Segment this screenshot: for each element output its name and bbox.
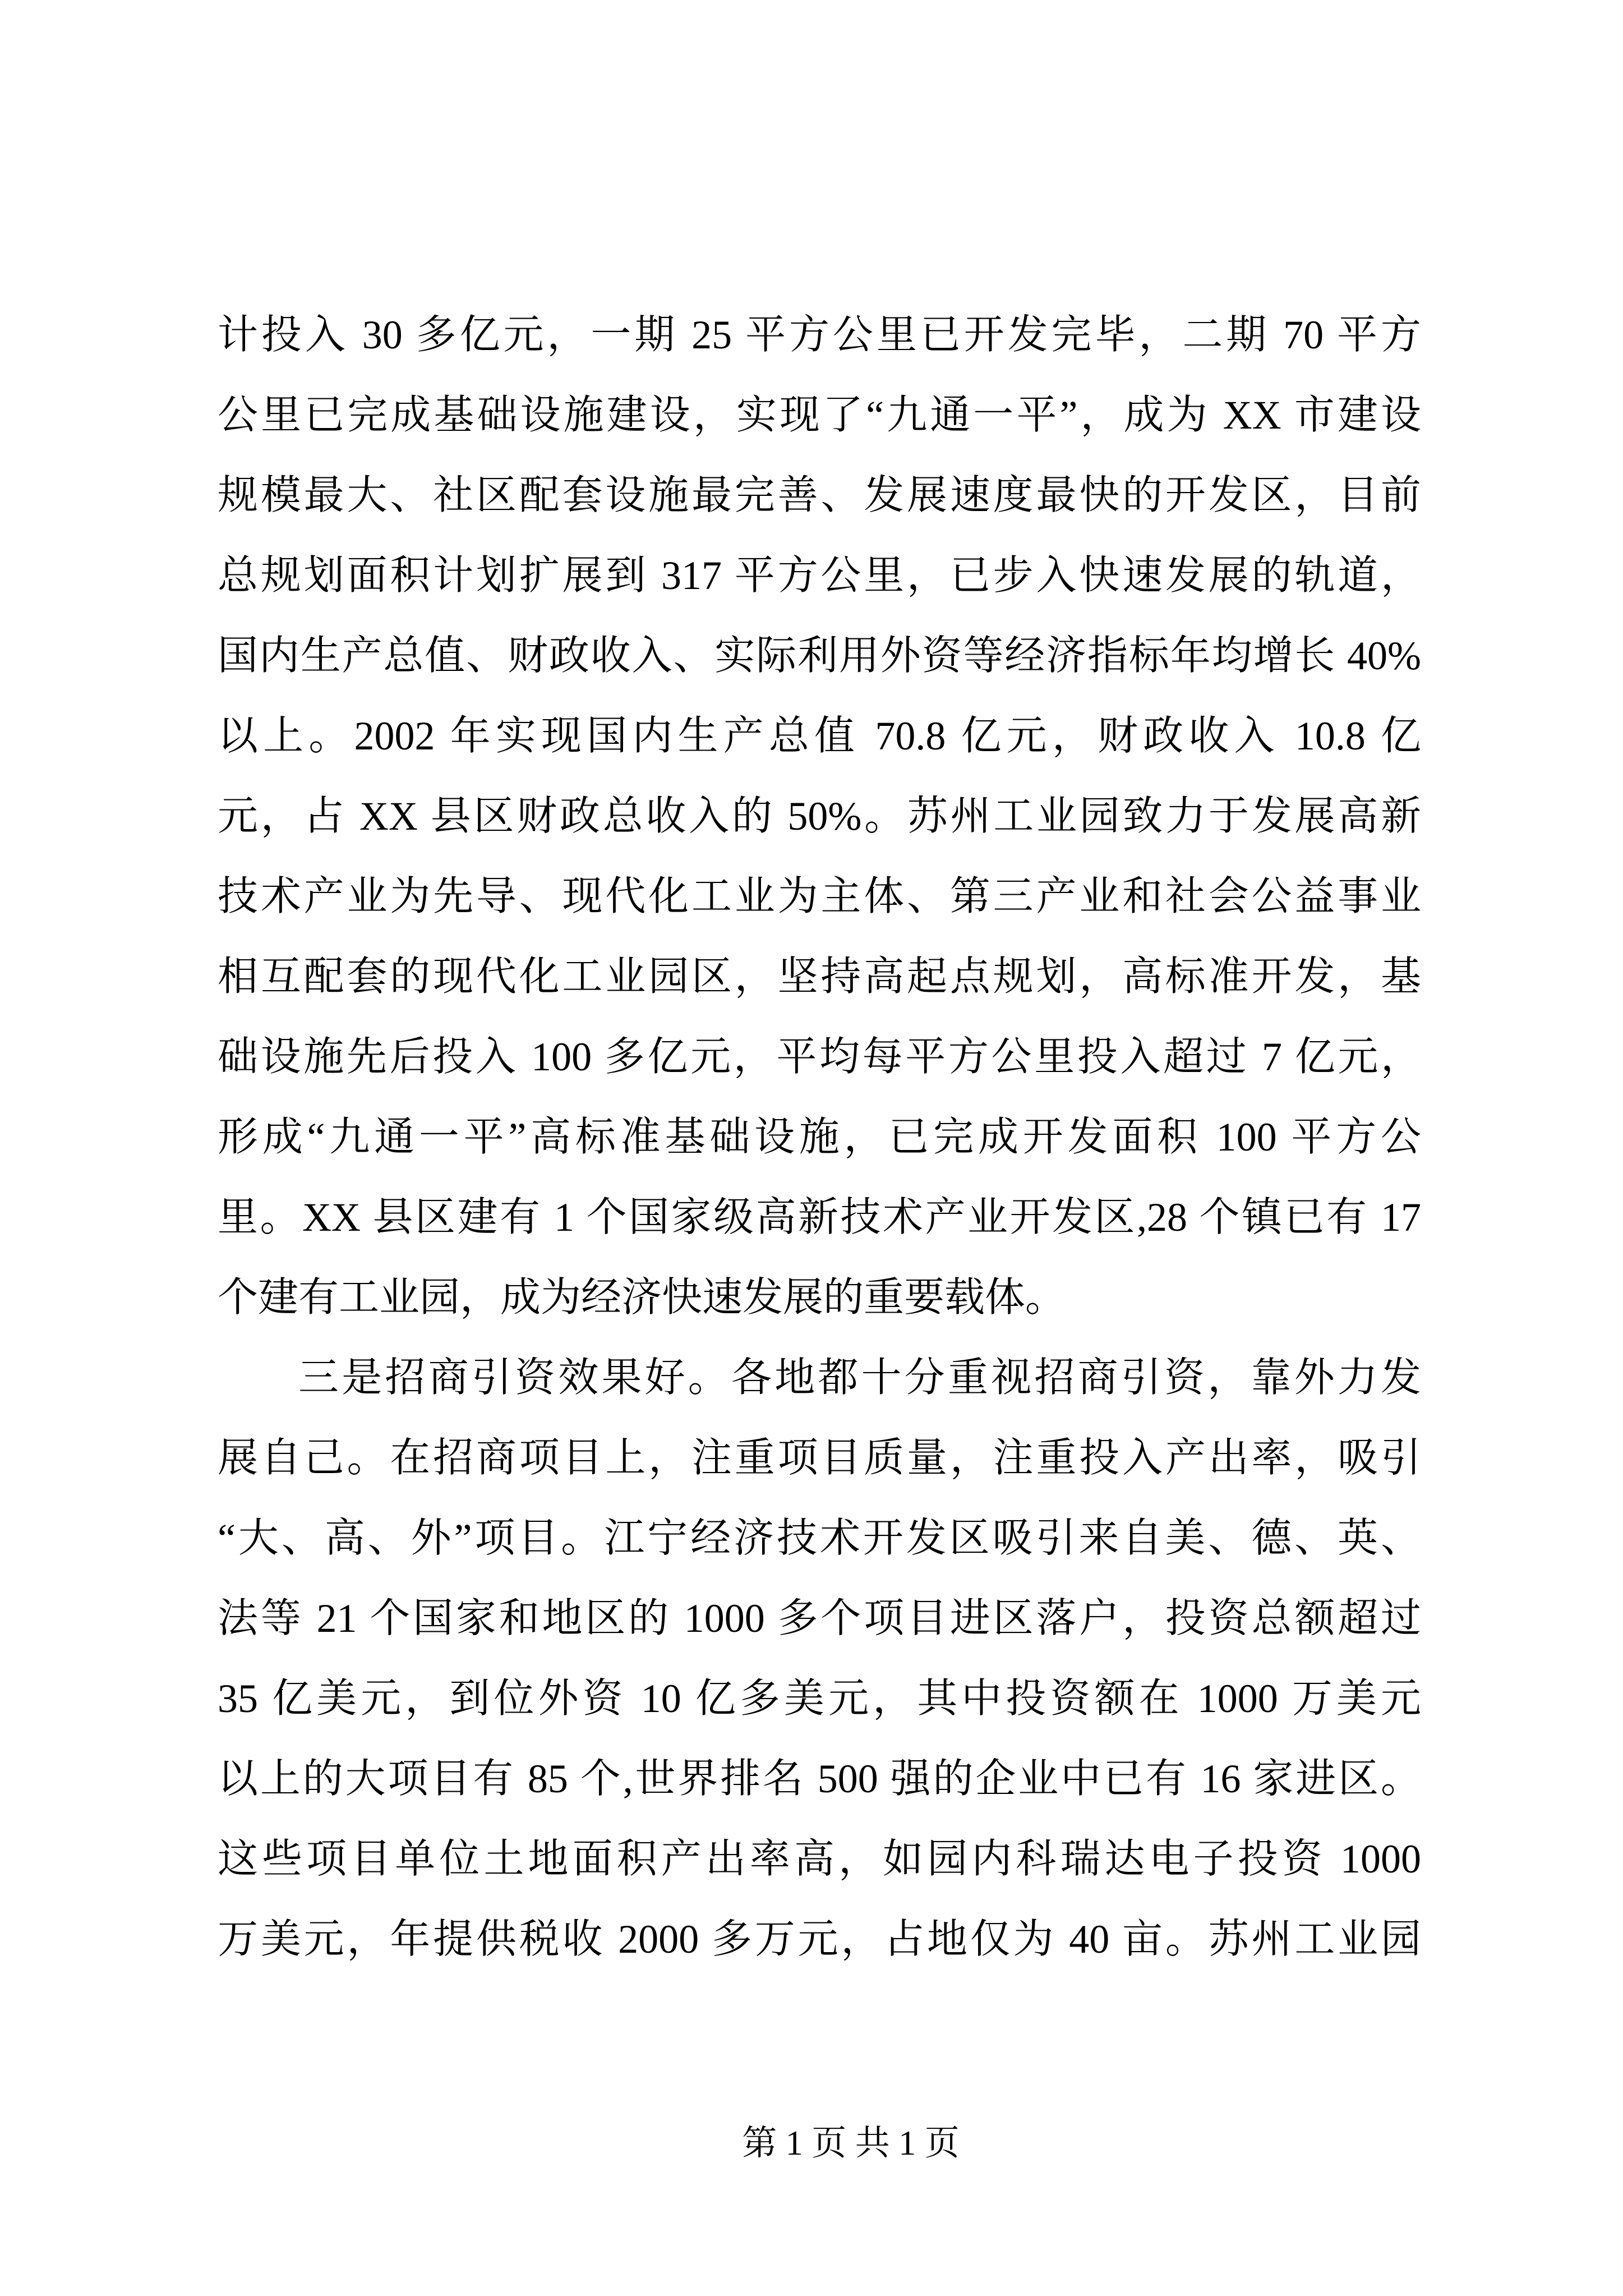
text-line: 础设施先后投入 100 多亿元，平均每平方公里投入超过 7 亿元， <box>218 1034 1421 1079</box>
text-line: 里。XX 县区建有 1 个国家级高新技术产业开发区,28 个镇已有 17 <box>218 1195 1421 1240</box>
text-line: 以上。2002 年实现国内生产总值 70.8 亿元，财政收入 10.8 亿 <box>218 714 1421 758</box>
text-line: 以上的大项目有 85 个,世界排名 500 强的企业中已有 16 家进区。 <box>218 1756 1421 1801</box>
text-line: 35 亿美元，到位外资 10 亿多美元，其中投资额在 1000 万美元 <box>218 1676 1421 1721</box>
text-line: 万美元，年提供税收 2000 多万元，占地仅为 40 亩。苏州工业园 <box>218 1917 1421 1962</box>
text-line: 法等 21 个国家和地区的 1000 多个项目进区落户，投资总额超过 <box>218 1596 1421 1641</box>
text-line: 元，占 XX 县区财政总收入的 50%。苏州工业园致力于发展高新 <box>218 794 1421 839</box>
text-line: 技术产业为先导、现代化工业为主体、第三产业和社会公益事业 <box>218 874 1421 919</box>
text-line: 三是招商引资效果好。各地都十分重视招商引资，靠外力发 <box>298 1355 1421 1400</box>
document-body <box>218 295 1421 1980</box>
text-line: 国内生产总值、财政收入、实际利用外资等经济指标年均增长 40% <box>218 633 1421 678</box>
text-line: 个建有工业园，成为经济快速发展的重要载体。 <box>218 1275 1066 1320</box>
text-line: 规模最大、社区配套设施最完善、发展速度最快的开发区，目前 <box>218 473 1421 518</box>
text-line: 形成“九通一平”高标准基础设施，已完成开发面积 100 平方公 <box>218 1115 1421 1159</box>
page-number-label: 第 1 页 共 1 页 <box>742 2124 960 2162</box>
text-line: 总规划面积计划扩展到 317 平方公里，已步入快速发展的轨道， <box>218 553 1421 598</box>
text-line: 相互配套的现代化工业园区，坚持高起点规划，高标准开发，基 <box>218 954 1421 999</box>
text-line: 展自己。在招商项目上，注重项目质量，注重投入产出率，吸引 <box>218 1435 1421 1480</box>
text-line: “大、高、外”项目。江宁经济技术开发区吸引来自美、德、英、 <box>218 1516 1421 1561</box>
text-line: 公里已完成基础设施建设，实现了“九通一平”，成为 XX 市建设 <box>218 393 1421 438</box>
text-line: 这些项目单位土地面积产出率高，如园内科瑞达电子投资 1000 <box>218 1837 1421 1881</box>
text-line: 计投入 30 多亿元，一期 25 平方公里已开发完毕，二期 70 平方 <box>218 312 1421 357</box>
page-footer <box>0 2118 1623 2169</box>
